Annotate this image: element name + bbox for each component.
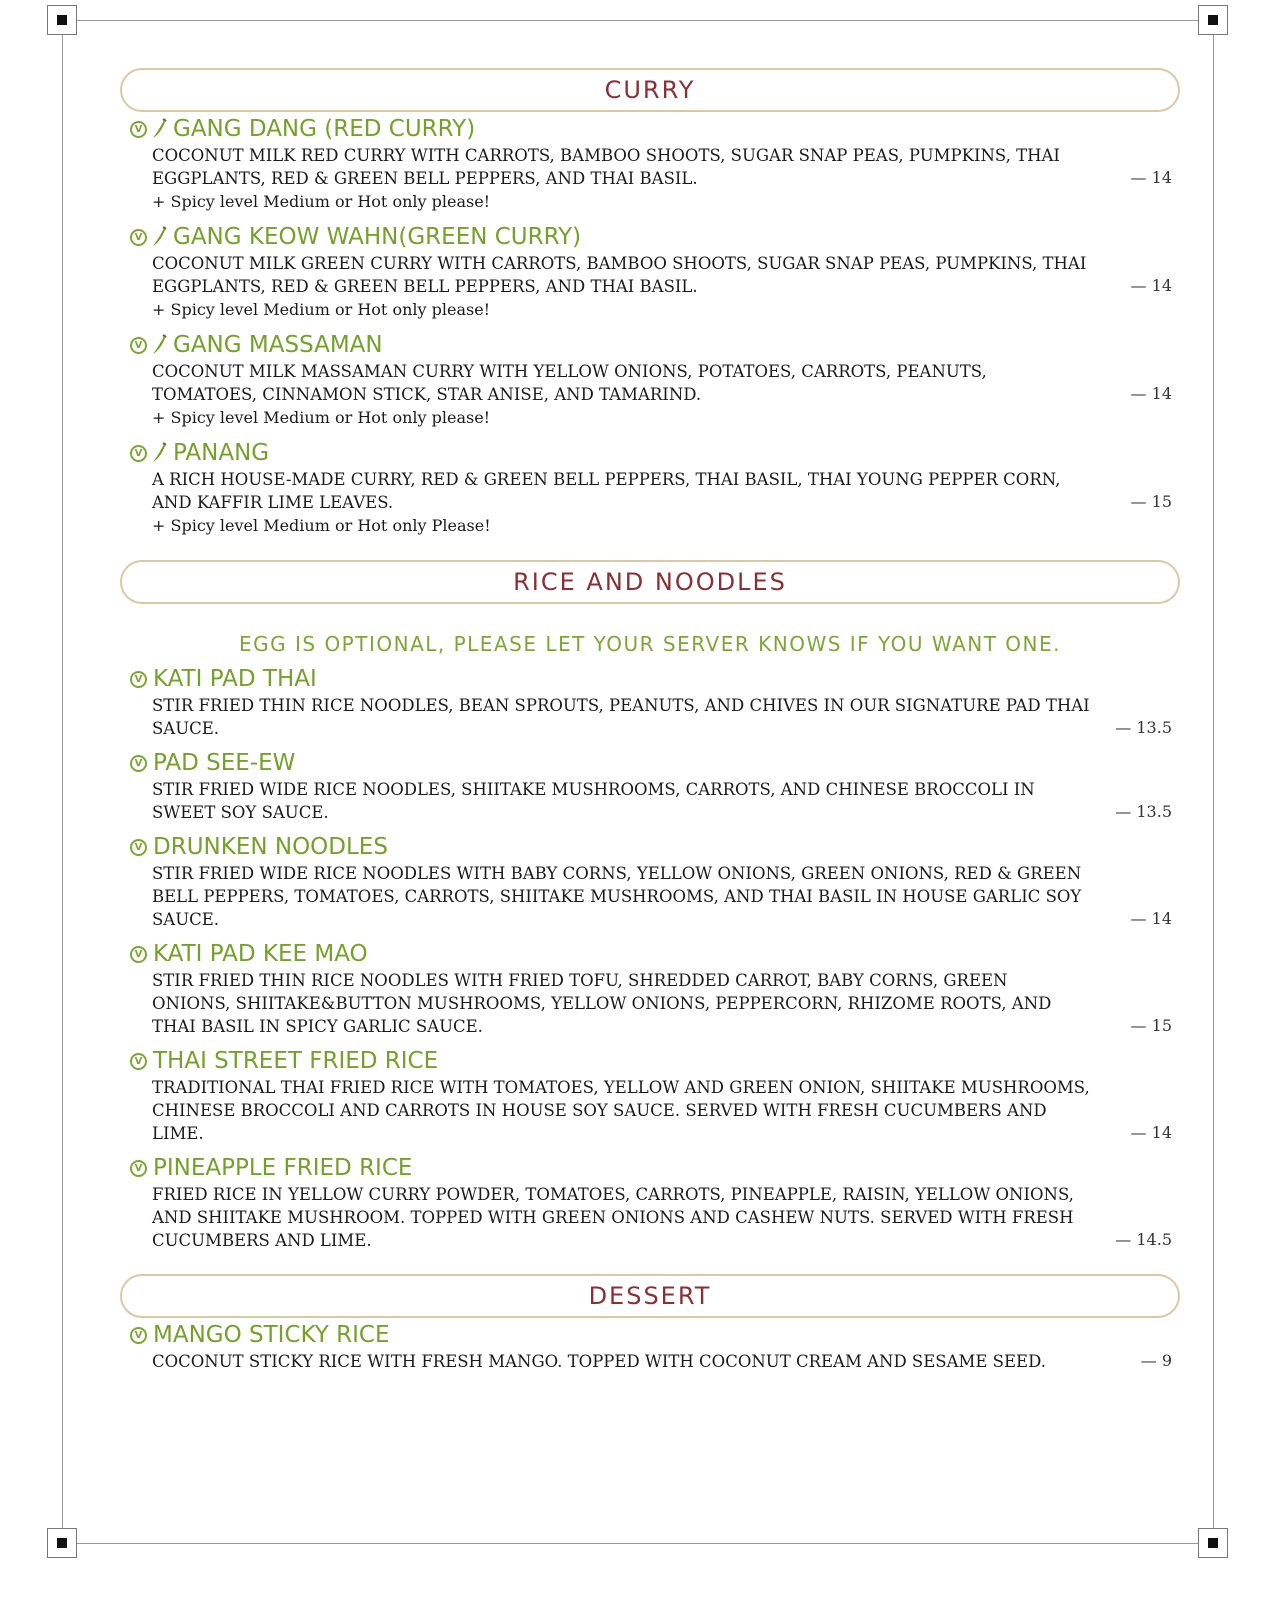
vegan-v-icon: V bbox=[130, 337, 147, 354]
item-price: — 13.5 bbox=[1115, 802, 1172, 821]
chili-pepper-icon bbox=[151, 334, 167, 356]
item-description: TRADITIONAL THAI FRIED RICE WITH TOMATOES, YELLOW AND GREEN ONION, SHIITAKE MUSHROOMS, CHINESE BROCCOLI AND CARROTS IN HOUSE SOY SAUCE. SERVED WITH FRESH CUCUMBERS AND LIME. bbox=[152, 1078, 1090, 1143]
crop-handle-top-left[interactable] bbox=[47, 5, 77, 35]
menu-item bbox=[120, 666, 1180, 740]
item-body bbox=[152, 778, 1180, 824]
item-description: STIR FRIED THIN RICE NOODLES WITH FRIED TOFU, SHREDDED CARROT, BABY CORNS, GREEN ONIONS, SHIITAKE&BUTTON MUSHROOMS, YELLOW ONIONS, PEPPERCORN, RHIZOME ROOTS, AND THAI BASIL IN SPICY GARLIC SAUCE. bbox=[152, 971, 1052, 1036]
section-note: EGG IS OPTIONAL, PLEASE LET YOUR SERVER KNOWS IF YOU WANT ONE. bbox=[239, 632, 1061, 656]
item-price: — 14 bbox=[1130, 276, 1172, 295]
item-body bbox=[152, 1183, 1180, 1252]
item-price: — 14 bbox=[1130, 384, 1172, 403]
item-description: FRIED RICE IN YELLOW CURRY POWDER, TOMATOES, CARROTS, PINEAPPLE, RAISIN, YELLOW ONIONS, AND SHIITAKE MUSHROOM. TOPPED WITH GREEN ONIONS AND CASHEW NUTS. SERVED WITH FRESH CUCUMBERS AND LIME. bbox=[152, 1185, 1074, 1250]
frame-bottom-line bbox=[62, 1543, 1214, 1544]
item-body bbox=[152, 1350, 1180, 1373]
item-title-row bbox=[130, 1155, 1180, 1181]
item-body bbox=[152, 360, 1180, 430]
item-body bbox=[152, 694, 1180, 740]
item-description: STIR FRIED WIDE RICE NOODLES WITH BABY CORNS, YELLOW ONIONS, GREEN ONIONS, RED & GREEN BELL PEPPERS, TOMATOES, CARROTS, SHIITAKE MUSHROOMS, AND THAI BASIL IN HOUSE GARLIC SOY SAUCE. bbox=[152, 864, 1082, 929]
menu-item bbox=[120, 941, 1180, 1038]
item-title-row bbox=[130, 941, 1180, 967]
item-description: COCONUT MILK MASSAMAN CURRY WITH YELLOW ONIONS, POTATOES, CARROTS, PEANUTS, TOMATOES, CINNAMON STICK, STAR ANISE, AND TAMARIND. bbox=[152, 362, 987, 404]
item-title-row bbox=[130, 666, 1180, 692]
item-body bbox=[152, 1076, 1180, 1145]
frame-left-line bbox=[62, 20, 63, 1544]
menu-section bbox=[120, 1274, 1180, 1373]
chili-pepper-icon bbox=[151, 442, 167, 464]
item-description: STIR FRIED WIDE RICE NOODLES, SHIITAKE MUSHROOMS, CARROTS, AND CHINESE BROCCOLI IN SWEET SOY SAUCE. bbox=[152, 780, 1035, 822]
item-description: A RICH HOUSE-MADE CURRY, RED & GREEN BELL PEPPERS, THAI BASIL, THAI YOUNG PEPPER CORN, AND KAFFIR LIME LEAVES. bbox=[152, 470, 1061, 512]
item-price: — 9 bbox=[1140, 1351, 1172, 1370]
item-title-row bbox=[130, 1322, 1180, 1348]
item-body bbox=[152, 144, 1180, 214]
menu-item bbox=[120, 224, 1180, 322]
item-description: STIR FRIED THIN RICE NOODLES, BEAN SPROUTS, PEANUTS, AND CHIVES IN OUR SIGNATURE PAD THAI SAUCE. bbox=[152, 696, 1090, 738]
menu-item bbox=[120, 1155, 1180, 1252]
item-description: COCONUT MILK RED CURRY WITH CARROTS, BAMBOO SHOOTS, SUGAR SNAP PEAS, PUMPKINS, THAI EGGPLANTS, RED & GREEN BELL PEPPERS, AND THAI BASIL. bbox=[152, 146, 1060, 188]
item-name: GANG DANG (RED CURRY) bbox=[173, 116, 476, 142]
spicy-level-note: + Spicy level Medium or Hot only please! bbox=[152, 408, 491, 427]
crop-handle-bottom-left[interactable] bbox=[47, 1528, 77, 1558]
item-body bbox=[152, 252, 1180, 322]
menu-item bbox=[120, 116, 1180, 214]
item-body bbox=[152, 969, 1180, 1038]
vegan-v-icon: V bbox=[130, 1053, 147, 1070]
item-price: — 15 bbox=[1130, 492, 1172, 511]
spicy-level-note: + Spicy level Medium or Hot only please! bbox=[152, 192, 491, 211]
frame-top-line bbox=[62, 20, 1214, 21]
spicy-level-note: + Spicy level Medium or Hot only please! bbox=[152, 300, 491, 319]
item-name: GANG MASSAMAN bbox=[173, 332, 383, 358]
menu-item bbox=[120, 440, 1180, 538]
vegan-v-icon: V bbox=[130, 755, 147, 772]
section-header: CURRY bbox=[120, 68, 1180, 112]
item-name: MANGO STICKY RICE bbox=[153, 1322, 390, 1348]
chili-pepper-icon bbox=[151, 118, 167, 140]
item-description: COCONUT MILK GREEN CURRY WITH CARROTS, BAMBOO SHOOTS, SUGAR SNAP PEAS, PUMPKINS, THAI EGGPLANTS, RED & GREEN BELL PEPPERS, AND THAI BASIL. bbox=[152, 254, 1087, 296]
item-title-row bbox=[130, 750, 1180, 776]
vegan-v-icon: V bbox=[130, 946, 147, 963]
vegan-v-icon: V bbox=[130, 445, 147, 462]
chili-pepper-icon bbox=[151, 226, 167, 248]
item-price: — 14 bbox=[1130, 909, 1172, 928]
item-price: — 15 bbox=[1130, 1016, 1172, 1035]
spicy-level-note: + Spicy level Medium or Hot only Please! bbox=[152, 516, 491, 535]
vegan-v-icon: V bbox=[130, 1327, 147, 1344]
item-title-row bbox=[130, 834, 1180, 860]
vegan-v-icon: V bbox=[130, 1160, 147, 1177]
item-title-row bbox=[130, 332, 1180, 358]
item-title-row bbox=[130, 224, 1180, 250]
item-body bbox=[152, 862, 1180, 931]
menu-item bbox=[120, 332, 1180, 430]
item-name: PINEAPPLE FRIED RICE bbox=[153, 1155, 413, 1181]
item-price: — 14.5 bbox=[1115, 1230, 1172, 1249]
item-name: PAD SEE-EW bbox=[153, 750, 296, 776]
section-header: DESSERT bbox=[120, 1274, 1180, 1318]
menu-item bbox=[120, 1048, 1180, 1145]
item-name: DRUNKEN NOODLES bbox=[153, 834, 388, 860]
crop-handle-top-right[interactable] bbox=[1198, 5, 1228, 35]
item-title-row bbox=[130, 116, 1180, 142]
item-title-row bbox=[130, 440, 1180, 466]
menu-item bbox=[120, 1322, 1180, 1373]
item-name: GANG KEOW WAHN(GREEN CURRY) bbox=[173, 224, 582, 250]
item-title-row bbox=[130, 1048, 1180, 1074]
item-price: — 14 bbox=[1130, 168, 1172, 187]
section-header: RICE AND NOODLES bbox=[120, 560, 1180, 604]
vegan-v-icon: V bbox=[130, 229, 147, 246]
item-name: PANANG bbox=[173, 440, 270, 466]
item-name: KATI PAD KEE MAO bbox=[153, 941, 368, 967]
frame-right-line bbox=[1213, 20, 1214, 1544]
crop-handle-bottom-right[interactable] bbox=[1198, 1528, 1228, 1558]
menu-section bbox=[120, 560, 1180, 1252]
menu-item bbox=[120, 750, 1180, 824]
vegan-v-icon: V bbox=[130, 671, 147, 688]
menu-content bbox=[120, 68, 1180, 1373]
vegan-v-icon: V bbox=[130, 121, 147, 138]
menu-item bbox=[120, 834, 1180, 931]
menu-section bbox=[120, 68, 1180, 538]
vegan-v-icon: V bbox=[130, 839, 147, 856]
item-name: THAI STREET FRIED RICE bbox=[153, 1048, 439, 1074]
item-price: — 14 bbox=[1130, 1123, 1172, 1142]
item-body bbox=[152, 468, 1180, 538]
item-name: KATI PAD THAI bbox=[153, 666, 317, 692]
item-price: — 13.5 bbox=[1115, 718, 1172, 737]
item-description: COCONUT STICKY RICE WITH FRESH MANGO. TOPPED WITH COCONUT CREAM AND SESAME SEED. bbox=[152, 1352, 1046, 1371]
